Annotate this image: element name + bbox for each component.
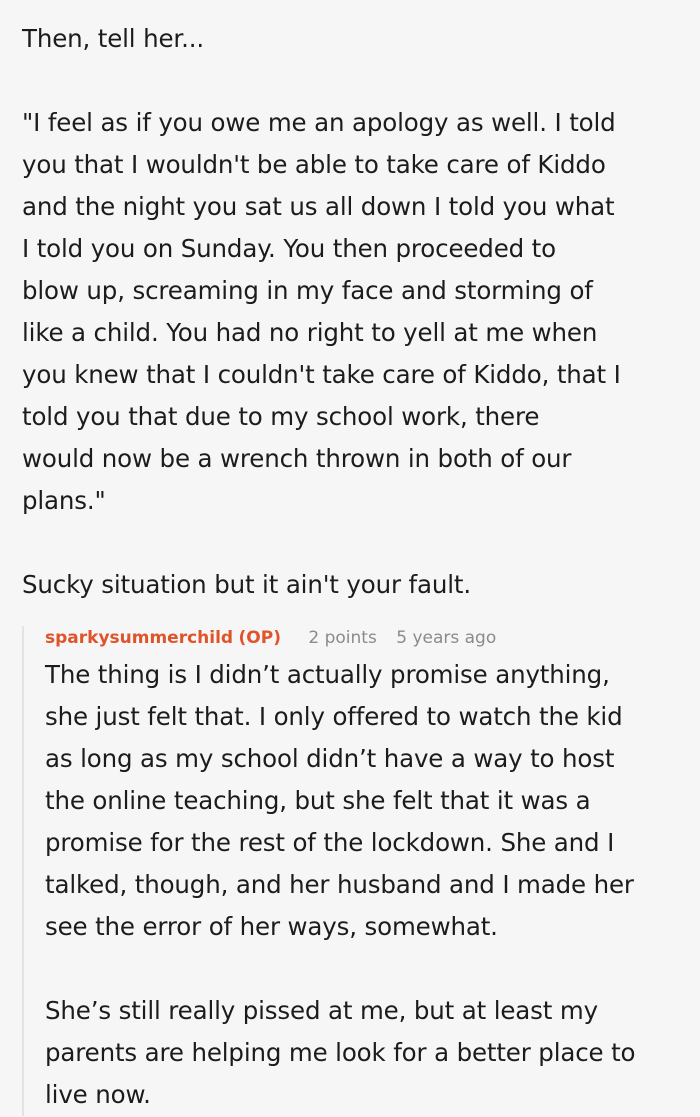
comment-line: I told you on Sunday. You then proceeded to bbox=[22, 234, 556, 263]
reply-author-link[interactable]: sparkysummerchild bbox=[45, 628, 234, 648]
reply-body bbox=[45, 654, 680, 1116]
reply-paragraph bbox=[45, 654, 680, 948]
reply-line: parents are helping me look for a better place to bbox=[45, 1038, 636, 1067]
reply-line: promise for the rest of the lockdown. She and I bbox=[45, 828, 615, 857]
comment-paragraph bbox=[22, 564, 680, 606]
reply-line: the online teaching, but she felt that it was a bbox=[45, 786, 591, 815]
reply-line: talked, though, and her husband and I made her bbox=[45, 870, 634, 899]
reply-paragraph bbox=[45, 990, 680, 1116]
comment-line: and the night you sat us all down I told you what bbox=[22, 192, 615, 221]
comment-line: Sucky situation but it ain't your fault. bbox=[22, 570, 471, 599]
reply-timestamp[interactable]: 5 years ago bbox=[396, 628, 497, 648]
comment-line: you knew that I couldn't take care of Kiddo, that I bbox=[22, 360, 621, 389]
reply-line: see the error of her ways, somewhat. bbox=[45, 912, 498, 941]
reply-points: 2 points bbox=[308, 628, 377, 648]
comment-line: told you that due to my school work, there bbox=[22, 402, 540, 431]
comment-line: blow up, screaming in my face and storming of bbox=[22, 276, 593, 305]
op-badge: (OP) bbox=[238, 628, 281, 648]
comment-body bbox=[22, 18, 680, 606]
comment-line: you that I wouldn't be able to take care of Kiddo bbox=[22, 150, 606, 179]
comment-line: like a child. You had no right to yell at me when bbox=[22, 318, 598, 347]
comment-line: Then, tell her... bbox=[22, 24, 204, 53]
comment-line: would now be a wrench thrown in both of our bbox=[22, 444, 572, 473]
reply-line: She’s still really pissed at me, but at least my bbox=[45, 996, 598, 1025]
comment-line: plans." bbox=[22, 486, 106, 515]
reply-line: The thing is I didn’t actually promise anything, bbox=[45, 660, 610, 689]
reply-comment bbox=[22, 626, 680, 1116]
reply-line: she just felt that. I only offered to watch the kid bbox=[45, 702, 623, 731]
comment-line: "I feel as if you owe me an apology as well. I told bbox=[22, 108, 616, 137]
reply-meta bbox=[45, 626, 680, 650]
comment-paragraph bbox=[22, 102, 680, 522]
reply-line: as long as my school didn’t have a way to host bbox=[45, 744, 615, 773]
reply-line: live now. bbox=[45, 1080, 151, 1109]
comment-paragraph bbox=[22, 18, 680, 60]
